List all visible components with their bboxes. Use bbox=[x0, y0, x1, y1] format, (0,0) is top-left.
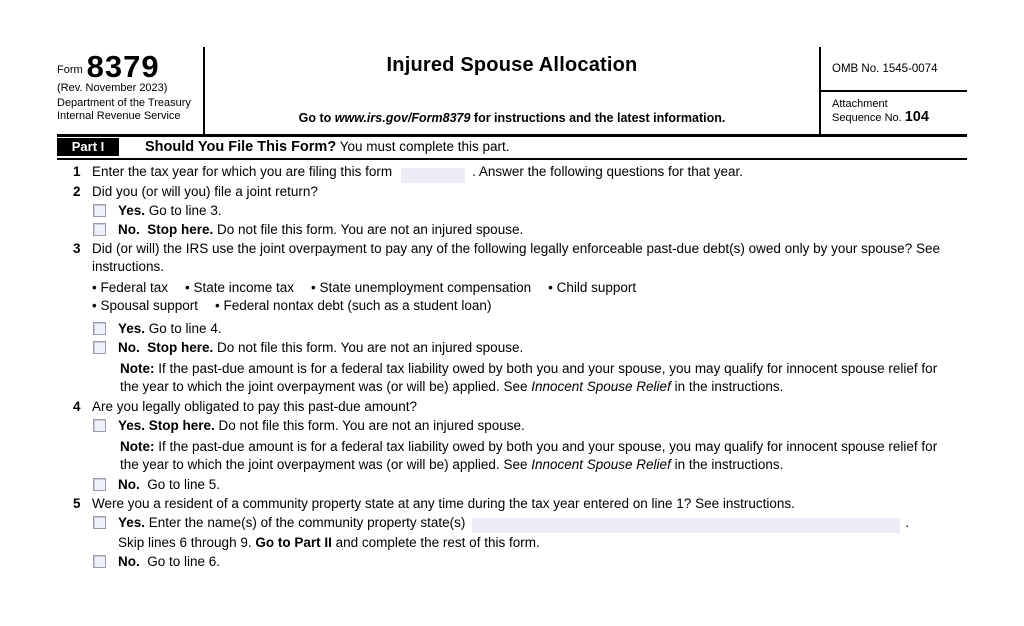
attachment-sequence bbox=[821, 92, 967, 125]
line-1-text bbox=[92, 163, 966, 183]
line-5-no-row bbox=[93, 553, 967, 571]
line-4-question: Are you legally obligated to pay this past-due amount? bbox=[92, 398, 417, 414]
line-4-no-checkbox[interactable] bbox=[93, 478, 106, 491]
omb-number: OMB No. 1545-0074 bbox=[821, 47, 967, 92]
line-4-note-label: Note: bbox=[120, 438, 155, 454]
line-5-question: Were you a resident of a community property state at any time during the tax year entered on line 1? See instructions. bbox=[92, 495, 795, 511]
part1-label: Part I bbox=[57, 138, 119, 156]
line-2 bbox=[57, 183, 967, 201]
irs-url: www.irs.gov/Form8379 bbox=[334, 111, 471, 125]
line-5-number: 5 bbox=[73, 495, 81, 511]
line-3-yes-checkbox[interactable] bbox=[93, 322, 106, 335]
line-4-yes-row bbox=[93, 417, 967, 435]
sequence-label: Sequence No. bbox=[832, 112, 902, 124]
form-container bbox=[57, 47, 967, 572]
line-5-yes-period: . bbox=[905, 514, 910, 530]
line-4-yes-text: Do not file this form. You are not an injured spouse. bbox=[214, 417, 525, 433]
line-3-yes-text: Go to line 4. bbox=[145, 320, 222, 336]
line-4-note bbox=[120, 438, 942, 474]
line-3-no-text: Do not file this form. You are not an injured spouse. bbox=[213, 339, 524, 355]
line-5 bbox=[57, 495, 967, 513]
tax-year-input[interactable] bbox=[401, 168, 465, 183]
line-3-no-row bbox=[93, 339, 967, 357]
line-1 bbox=[57, 163, 967, 183]
debt-type-state-income-tax: • State income tax bbox=[185, 279, 295, 295]
agency-line-1: Department of the Treasury bbox=[57, 97, 191, 109]
line-3-note-text-1: If the past-due amount is for a federal tax liability owed by both you and your spouse, you may qualify for innocent spouse relief for the year to which the joint overpayment was (or will be) applied. See bbox=[120, 360, 938, 394]
line-3-note bbox=[120, 360, 942, 396]
line-5-yes-checkbox[interactable] bbox=[93, 516, 106, 529]
part1-body bbox=[57, 160, 967, 571]
go-to-part-2-ref: Go to Part II bbox=[255, 535, 332, 550]
line-5-no-label: No. bbox=[118, 554, 140, 569]
line-5-yes-row bbox=[93, 514, 967, 534]
line-3-number: 3 bbox=[73, 240, 81, 256]
line-5-yes-label: Yes. bbox=[118, 514, 146, 530]
line-3-yes-row bbox=[93, 320, 967, 338]
subtitle-prefix: Go to bbox=[298, 111, 335, 125]
line-3-question: Did (or will) the IRS use the joint overpayment to pay any of the following legally enforceable past-due debt(s) owed only by your spouse? See instructions. bbox=[92, 240, 940, 274]
form-number: 8379 bbox=[86, 49, 160, 84]
skip-text-1: Skip lines 6 through 9. bbox=[118, 535, 256, 550]
line-2-no-row bbox=[93, 221, 967, 239]
line-3-note-text-2: in the instructions. bbox=[670, 378, 784, 394]
innocent-spouse-relief-ref-2: Innocent Spouse Relief bbox=[531, 456, 671, 472]
line-4-note-text-2: in the instructions. bbox=[670, 456, 784, 472]
part1-heading-rest: You must complete this part. bbox=[336, 139, 510, 154]
subtitle-suffix: for instructions and the latest information. bbox=[470, 111, 726, 125]
line-2-yes-text: Go to line 3. bbox=[145, 202, 222, 218]
line-2-question: Did you (or will you) file a joint return? bbox=[92, 183, 318, 199]
line-2-no-text: Do not file this form. You are not an injured spouse. bbox=[213, 221, 524, 237]
line-2-yes-row bbox=[93, 202, 967, 220]
line-2-number: 2 bbox=[73, 183, 81, 199]
debt-type-child-support: • Child support bbox=[548, 279, 637, 295]
line-3-no-checkbox[interactable] bbox=[93, 341, 106, 354]
agency-line-2: Internal Revenue Service bbox=[57, 110, 181, 122]
line-5-no-checkbox[interactable] bbox=[93, 555, 106, 568]
form-header bbox=[57, 47, 967, 137]
form-revision: (Rev. November 2023) bbox=[57, 82, 168, 94]
line-4-no-row bbox=[93, 476, 967, 494]
debt-type-spousal-support: • Spousal support bbox=[92, 297, 199, 313]
line-5-no-text: Go to line 6. bbox=[139, 554, 221, 569]
innocent-spouse-relief-ref: Innocent Spouse Relief bbox=[531, 378, 671, 394]
line-4-yes-checkbox[interactable] bbox=[93, 419, 106, 432]
line-1-text-after: . Answer the following questions for that year. bbox=[472, 164, 744, 179]
line-3-no-label: No. Stop here. bbox=[118, 339, 214, 355]
sequence-number: 104 bbox=[904, 109, 929, 125]
form-word: Form bbox=[57, 64, 83, 76]
line-4-no-text: Go to line 5. bbox=[139, 476, 221, 492]
part1-heading bbox=[145, 139, 510, 155]
form-subtitle bbox=[213, 111, 811, 125]
line-4 bbox=[57, 398, 967, 416]
part1-heading-bold: Should You File This Form? bbox=[145, 139, 337, 155]
form-id-block bbox=[57, 47, 203, 134]
line-1-text-before: Enter the tax year for which you are filing this form bbox=[92, 164, 393, 179]
community-property-states-input[interactable] bbox=[472, 518, 900, 533]
line-4-number: 4 bbox=[73, 398, 81, 414]
line-3-debt-types-row-2 bbox=[92, 297, 967, 315]
debt-type-federal-tax: • Federal tax bbox=[92, 279, 169, 295]
part1-header bbox=[57, 137, 967, 160]
skip-text-2: and complete the rest of this form. bbox=[331, 535, 540, 550]
line-3-note-label: Note: bbox=[120, 360, 155, 376]
line-3 bbox=[57, 240, 967, 276]
line-2-no-checkbox[interactable] bbox=[93, 223, 106, 236]
line-5-skip-instruction bbox=[118, 534, 967, 552]
debt-type-federal-nontax: • Federal nontax debt (such as a student loan) bbox=[215, 297, 492, 313]
form-title: Injured Spouse Allocation bbox=[386, 54, 638, 76]
line-3-yes-label: Yes. bbox=[118, 320, 146, 336]
line-2-yes-label: Yes. bbox=[118, 202, 146, 218]
line-3-debt-types-row-1 bbox=[92, 279, 967, 297]
debt-type-state-unemployment: • State unemployment compensation bbox=[311, 279, 532, 295]
line-1-number: 1 bbox=[73, 164, 81, 179]
attachment-label: Attachment bbox=[832, 98, 888, 110]
line-2-no-label: No. Stop here. bbox=[118, 221, 214, 237]
line-4-no-label: No. bbox=[118, 476, 140, 492]
omb-block bbox=[821, 47, 967, 134]
line-5-yes-text: Enter the name(s) of the community property state(s) bbox=[145, 514, 466, 530]
line-2-yes-checkbox[interactable] bbox=[93, 204, 106, 217]
line-4-yes-label: Yes. Stop here. bbox=[118, 417, 215, 433]
line-4-note-text-1: If the past-due amount is for a federal tax liability owed by both you and your spouse, you may qualify for innocent spouse relief for the year to which the joint overpayment was (or will be) applied. See bbox=[120, 438, 938, 472]
form-title-block bbox=[203, 47, 821, 134]
